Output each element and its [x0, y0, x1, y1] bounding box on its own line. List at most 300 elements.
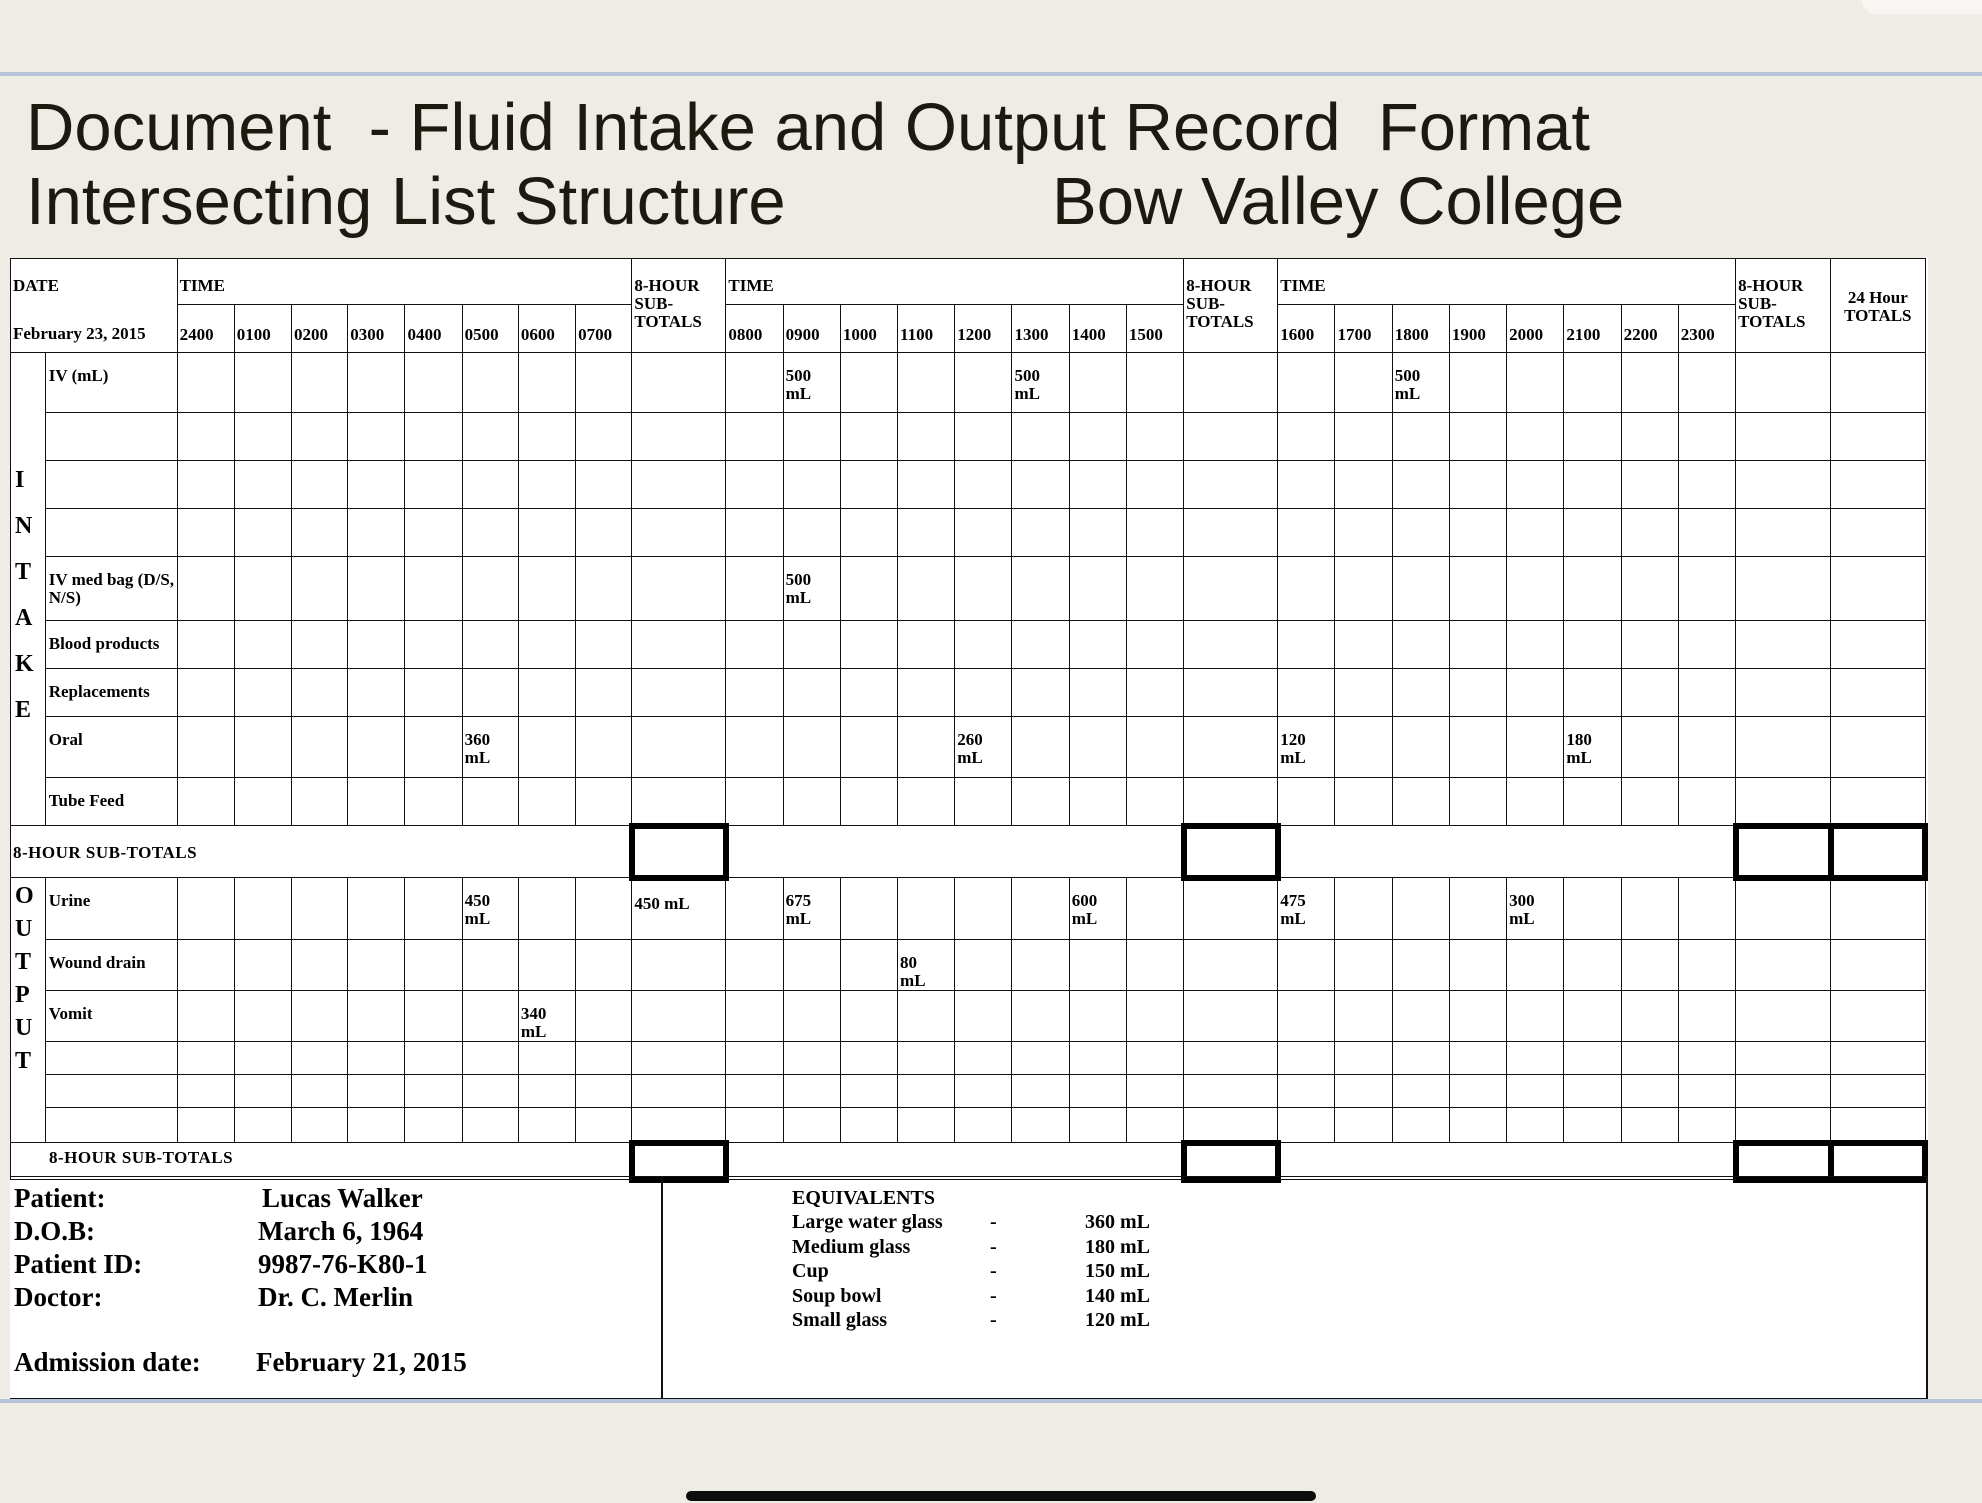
empty-cell[interactable] [1069, 940, 1126, 991]
empty-cell[interactable] [177, 509, 234, 557]
empty-cell[interactable] [1126, 461, 1183, 509]
empty-cell[interactable] [898, 991, 955, 1042]
empty-cell[interactable] [726, 1075, 783, 1108]
empty-cell[interactable] [1678, 991, 1735, 1042]
empty-cell[interactable] [177, 461, 234, 509]
empty-cell[interactable] [1736, 717, 1831, 778]
empty-cell[interactable] [1449, 353, 1506, 413]
empty-cell[interactable] [1012, 1075, 1069, 1108]
empty-cell[interactable] [1831, 717, 1925, 778]
empty-cell[interactable] [1507, 509, 1564, 557]
empty-cell[interactable] [1069, 669, 1126, 717]
empty-cell[interactable] [726, 461, 783, 509]
empty-cell[interactable] [783, 717, 840, 778]
empty-cell[interactable] [405, 717, 462, 778]
empty-cell[interactable] [1012, 509, 1069, 557]
empty-cell[interactable] [1069, 509, 1126, 557]
empty-cell[interactable] [1564, 557, 1621, 621]
empty-cell[interactable] [1012, 413, 1069, 461]
empty-cell[interactable] [177, 878, 234, 940]
empty-cell[interactable] [898, 461, 955, 509]
empty-cell[interactable] [1678, 717, 1735, 778]
empty-cell[interactable] [1507, 991, 1564, 1042]
empty-cell[interactable] [292, 1042, 348, 1075]
empty-cell[interactable] [1126, 1042, 1183, 1075]
empty-cell[interactable] [840, 1108, 897, 1143]
empty-cell[interactable] [462, 991, 518, 1042]
empty-cell[interactable] [1069, 557, 1126, 621]
empty-cell[interactable] [177, 1042, 234, 1075]
empty-cell[interactable] [1126, 991, 1183, 1042]
empty-cell[interactable] [1449, 1042, 1506, 1075]
empty-cell[interactable] [518, 717, 575, 778]
empty-cell[interactable] [518, 461, 575, 509]
empty-cell[interactable] [292, 991, 348, 1042]
empty-cell[interactable] [1507, 461, 1564, 509]
empty-cell[interactable] [1012, 669, 1069, 717]
empty-cell[interactable] [1564, 1075, 1621, 1108]
empty-cell[interactable] [726, 1042, 783, 1075]
empty-cell[interactable] [518, 669, 575, 717]
empty-cell[interactable] [1831, 621, 1925, 669]
empty-cell[interactable] [518, 878, 575, 940]
empty-cell[interactable] [1564, 1042, 1621, 1075]
empty-cell[interactable] [1012, 717, 1069, 778]
empty-cell[interactable] [955, 461, 1012, 509]
empty-cell[interactable] [518, 621, 575, 669]
empty-cell[interactable] [1564, 778, 1621, 826]
empty-cell[interactable] [576, 1075, 632, 1108]
empty-cell[interactable] [726, 557, 783, 621]
empty-cell[interactable] [518, 509, 575, 557]
empty-cell[interactable] [632, 461, 726, 509]
empty-cell[interactable] [955, 1075, 1012, 1108]
empty-cell[interactable] [1184, 1075, 1278, 1108]
empty-cell[interactable] [1184, 717, 1278, 778]
empty-cell[interactable] [1392, 778, 1449, 826]
empty-cell[interactable] [898, 1108, 955, 1143]
empty-cell[interactable] [405, 778, 462, 826]
empty-cell[interactable] [632, 1042, 726, 1075]
empty-cell[interactable] [462, 778, 518, 826]
empty-cell[interactable] [840, 557, 897, 621]
empty-cell[interactable] [1736, 878, 1831, 940]
empty-cell[interactable] [1392, 413, 1449, 461]
empty-cell[interactable] [1831, 940, 1925, 991]
empty-cell[interactable] [1392, 509, 1449, 557]
empty-cell[interactable] [898, 1075, 955, 1108]
empty-cell[interactable] [1278, 1075, 1335, 1108]
empty-cell[interactable] [1831, 878, 1925, 940]
empty-cell[interactable] [1184, 509, 1278, 557]
empty-cell[interactable] [1335, 509, 1392, 557]
empty-cell[interactable] [1507, 669, 1564, 717]
empty-cell[interactable] [348, 461, 405, 509]
empty-cell[interactable] [292, 557, 348, 621]
empty-cell[interactable] [1564, 621, 1621, 669]
empty-cell[interactable] [292, 669, 348, 717]
empty-cell[interactable] [234, 669, 291, 717]
empty-cell[interactable] [1335, 413, 1392, 461]
empty-cell[interactable] [576, 461, 632, 509]
empty-cell[interactable] [632, 621, 726, 669]
empty-cell[interactable] [1831, 1042, 1925, 1075]
value-cell[interactable]: 80 mL [898, 940, 955, 991]
empty-cell[interactable] [1621, 621, 1678, 669]
empty-cell[interactable] [1278, 413, 1335, 461]
empty-cell[interactable] [726, 778, 783, 826]
empty-cell[interactable] [1184, 621, 1278, 669]
empty-cell[interactable] [462, 353, 518, 413]
empty-cell[interactable] [1831, 1108, 1925, 1143]
empty-cell[interactable] [1335, 669, 1392, 717]
empty-cell[interactable] [1126, 778, 1183, 826]
empty-cell[interactable] [234, 940, 291, 991]
empty-cell[interactable] [955, 413, 1012, 461]
empty-cell[interactable] [1621, 778, 1678, 826]
empty-cell[interactable] [518, 1075, 575, 1108]
empty-cell[interactable] [1678, 509, 1735, 557]
empty-cell[interactable] [462, 1042, 518, 1075]
empty-cell[interactable] [632, 413, 726, 461]
empty-cell[interactable] [405, 413, 462, 461]
empty-cell[interactable] [177, 778, 234, 826]
empty-cell[interactable] [292, 940, 348, 991]
empty-cell[interactable] [292, 1075, 348, 1108]
empty-cell[interactable] [1184, 669, 1278, 717]
value-cell[interactable]: 675 mL [783, 878, 840, 940]
empty-cell[interactable] [1736, 461, 1831, 509]
empty-cell[interactable] [1621, 717, 1678, 778]
empty-cell[interactable] [177, 413, 234, 461]
empty-cell[interactable] [576, 1042, 632, 1075]
empty-cell[interactable] [1621, 557, 1678, 621]
empty-cell[interactable] [1621, 461, 1678, 509]
empty-cell[interactable] [955, 1042, 1012, 1075]
empty-cell[interactable] [632, 669, 726, 717]
empty-cell[interactable] [1392, 1075, 1449, 1108]
empty-cell[interactable] [348, 621, 405, 669]
empty-cell[interactable] [1069, 1075, 1126, 1108]
empty-cell[interactable] [1278, 991, 1335, 1042]
empty-cell[interactable] [1507, 778, 1564, 826]
empty-cell[interactable] [348, 778, 405, 826]
empty-cell[interactable] [405, 940, 462, 991]
empty-cell[interactable] [576, 621, 632, 669]
empty-cell[interactable] [955, 1108, 1012, 1143]
empty-cell[interactable] [783, 940, 840, 991]
value-cell[interactable]: 340 mL [518, 991, 575, 1042]
empty-cell[interactable] [1012, 1108, 1069, 1143]
empty-cell[interactable] [1392, 1108, 1449, 1143]
empty-cell[interactable] [292, 778, 348, 826]
empty-cell[interactable] [234, 1075, 291, 1108]
empty-cell[interactable] [726, 717, 783, 778]
empty-cell[interactable] [1392, 991, 1449, 1042]
empty-cell[interactable] [518, 1042, 575, 1075]
empty-cell[interactable] [1736, 1108, 1831, 1143]
empty-cell[interactable] [1564, 413, 1621, 461]
empty-cell[interactable] [1126, 669, 1183, 717]
empty-cell[interactable] [518, 778, 575, 826]
empty-cell[interactable] [726, 621, 783, 669]
empty-cell[interactable] [405, 669, 462, 717]
value-cell[interactable]: 180 mL [1564, 717, 1621, 778]
empty-cell[interactable] [1507, 413, 1564, 461]
empty-cell[interactable] [1012, 778, 1069, 826]
empty-cell[interactable] [518, 940, 575, 991]
empty-cell[interactable] [840, 669, 897, 717]
empty-cell[interactable] [1069, 1042, 1126, 1075]
empty-cell[interactable] [632, 778, 726, 826]
empty-cell[interactable] [726, 353, 783, 413]
empty-cell[interactable] [840, 878, 897, 940]
empty-cell[interactable] [1126, 621, 1183, 669]
empty-cell[interactable] [292, 878, 348, 940]
empty-cell[interactable] [726, 1108, 783, 1143]
empty-cell[interactable] [405, 509, 462, 557]
empty-cell[interactable] [462, 413, 518, 461]
empty-cell[interactable] [1564, 509, 1621, 557]
empty-cell[interactable] [405, 461, 462, 509]
empty-cell[interactable] [955, 991, 1012, 1042]
empty-cell[interactable] [1736, 1075, 1831, 1108]
empty-cell[interactable] [1621, 878, 1678, 940]
empty-cell[interactable] [1736, 621, 1831, 669]
empty-cell[interactable] [632, 557, 726, 621]
intake-subtotal-box[interactable] [1184, 826, 1278, 878]
empty-cell[interactable] [1126, 717, 1183, 778]
empty-cell[interactable] [292, 461, 348, 509]
empty-cell[interactable] [840, 1075, 897, 1108]
empty-cell[interactable] [1678, 778, 1735, 826]
empty-cell[interactable] [177, 717, 234, 778]
empty-cell[interactable] [1678, 1075, 1735, 1108]
empty-cell[interactable] [1831, 509, 1925, 557]
empty-cell[interactable] [726, 878, 783, 940]
empty-cell[interactable] [726, 991, 783, 1042]
empty-cell[interactable] [840, 621, 897, 669]
empty-cell[interactable] [1335, 1075, 1392, 1108]
empty-cell[interactable] [1678, 1108, 1735, 1143]
empty-cell[interactable] [726, 509, 783, 557]
empty-cell[interactable] [1831, 413, 1925, 461]
empty-cell[interactable] [234, 778, 291, 826]
empty-cell[interactable] [840, 509, 897, 557]
empty-cell[interactable] [632, 940, 726, 991]
empty-cell[interactable] [234, 509, 291, 557]
empty-cell[interactable] [1335, 621, 1392, 669]
empty-cell[interactable] [1335, 353, 1392, 413]
empty-cell[interactable] [955, 669, 1012, 717]
output-subtotal-box[interactable] [632, 1143, 726, 1180]
value-cell[interactable]: 450 mL [632, 878, 726, 940]
intake-24h-total-box[interactable] [1831, 826, 1925, 878]
empty-cell[interactable] [1392, 940, 1449, 991]
empty-cell[interactable] [1335, 557, 1392, 621]
empty-cell[interactable] [292, 1108, 348, 1143]
empty-cell[interactable] [1507, 1075, 1564, 1108]
empty-cell[interactable] [955, 940, 1012, 991]
empty-cell[interactable] [1736, 1042, 1831, 1075]
empty-cell[interactable] [462, 621, 518, 669]
empty-cell[interactable] [1392, 461, 1449, 509]
empty-cell[interactable] [783, 1108, 840, 1143]
empty-cell[interactable] [840, 991, 897, 1042]
empty-cell[interactable] [898, 413, 955, 461]
empty-cell[interactable] [1831, 461, 1925, 509]
empty-cell[interactable] [234, 353, 291, 413]
empty-cell[interactable] [1278, 669, 1335, 717]
empty-cell[interactable] [1621, 413, 1678, 461]
empty-cell[interactable] [1069, 413, 1126, 461]
empty-cell[interactable] [1012, 621, 1069, 669]
empty-cell[interactable] [462, 509, 518, 557]
value-cell[interactable]: 500 mL [783, 353, 840, 413]
empty-cell[interactable] [1335, 1108, 1392, 1143]
empty-cell[interactable] [1278, 778, 1335, 826]
value-cell[interactable]: 360 mL [462, 717, 518, 778]
empty-cell[interactable] [840, 353, 897, 413]
empty-cell[interactable] [1184, 991, 1278, 1042]
empty-cell[interactable] [783, 991, 840, 1042]
empty-cell[interactable] [576, 940, 632, 991]
empty-cell[interactable] [234, 621, 291, 669]
empty-cell[interactable] [726, 413, 783, 461]
empty-cell[interactable] [292, 509, 348, 557]
empty-cell[interactable] [1449, 717, 1506, 778]
empty-cell[interactable] [1012, 461, 1069, 509]
empty-cell[interactable] [1678, 669, 1735, 717]
empty-cell[interactable] [1831, 669, 1925, 717]
empty-cell[interactable] [1335, 778, 1392, 826]
empty-cell[interactable] [1564, 353, 1621, 413]
empty-cell[interactable] [292, 353, 348, 413]
empty-cell[interactable] [1126, 878, 1183, 940]
empty-cell[interactable] [234, 717, 291, 778]
empty-cell[interactable] [234, 413, 291, 461]
empty-cell[interactable] [1184, 878, 1278, 940]
empty-cell[interactable] [576, 991, 632, 1042]
empty-cell[interactable] [955, 621, 1012, 669]
empty-cell[interactable] [576, 878, 632, 940]
intake-subtotal-box[interactable] [1736, 826, 1831, 878]
empty-cell[interactable] [1392, 1042, 1449, 1075]
empty-cell[interactable] [292, 621, 348, 669]
empty-cell[interactable] [348, 1042, 405, 1075]
empty-cell[interactable] [955, 509, 1012, 557]
empty-cell[interactable] [405, 353, 462, 413]
value-cell[interactable]: 600 mL [1069, 878, 1126, 940]
empty-cell[interactable] [576, 1108, 632, 1143]
empty-cell[interactable] [348, 878, 405, 940]
empty-cell[interactable] [840, 461, 897, 509]
empty-cell[interactable] [898, 509, 955, 557]
empty-cell[interactable] [1621, 1075, 1678, 1108]
empty-cell[interactable] [1126, 353, 1183, 413]
empty-cell[interactable] [576, 509, 632, 557]
empty-cell[interactable] [1069, 353, 1126, 413]
empty-cell[interactable] [348, 509, 405, 557]
empty-cell[interactable] [1069, 461, 1126, 509]
empty-cell[interactable] [1335, 940, 1392, 991]
empty-cell[interactable] [1449, 621, 1506, 669]
empty-cell[interactable] [177, 669, 234, 717]
empty-cell[interactable] [898, 1042, 955, 1075]
empty-cell[interactable] [518, 557, 575, 621]
empty-cell[interactable] [1184, 778, 1278, 826]
empty-cell[interactable] [462, 940, 518, 991]
empty-cell[interactable] [1126, 509, 1183, 557]
empty-cell[interactable] [1831, 557, 1925, 621]
empty-cell[interactable] [955, 353, 1012, 413]
empty-cell[interactable] [1621, 353, 1678, 413]
empty-cell[interactable] [840, 778, 897, 826]
value-cell[interactable]: 450 mL [462, 878, 518, 940]
empty-cell[interactable] [1449, 669, 1506, 717]
empty-cell[interactable] [405, 621, 462, 669]
empty-cell[interactable] [234, 991, 291, 1042]
empty-cell[interactable] [1184, 557, 1278, 621]
empty-cell[interactable] [632, 717, 726, 778]
empty-cell[interactable] [1278, 1108, 1335, 1143]
empty-cell[interactable] [1449, 878, 1506, 940]
empty-cell[interactable] [1621, 940, 1678, 991]
empty-cell[interactable] [405, 991, 462, 1042]
empty-cell[interactable] [1831, 1075, 1925, 1108]
empty-cell[interactable] [1278, 1042, 1335, 1075]
empty-cell[interactable] [348, 1108, 405, 1143]
empty-cell[interactable] [1392, 717, 1449, 778]
empty-cell[interactable] [1069, 621, 1126, 669]
empty-cell[interactable] [1126, 1108, 1183, 1143]
empty-cell[interactable] [632, 509, 726, 557]
empty-cell[interactable] [405, 557, 462, 621]
empty-cell[interactable] [840, 1042, 897, 1075]
empty-cell[interactable] [1126, 1075, 1183, 1108]
empty-cell[interactable] [405, 878, 462, 940]
empty-cell[interactable] [1736, 509, 1831, 557]
empty-cell[interactable] [1564, 991, 1621, 1042]
empty-cell[interactable] [1736, 778, 1831, 826]
empty-cell[interactable] [1335, 1042, 1392, 1075]
empty-cell[interactable] [1126, 413, 1183, 461]
empty-cell[interactable] [840, 717, 897, 778]
empty-cell[interactable] [783, 778, 840, 826]
empty-cell[interactable] [1012, 878, 1069, 940]
empty-cell[interactable] [726, 669, 783, 717]
empty-cell[interactable] [1335, 717, 1392, 778]
empty-cell[interactable] [576, 669, 632, 717]
empty-cell[interactable] [1507, 557, 1564, 621]
empty-cell[interactable] [1564, 878, 1621, 940]
empty-cell[interactable] [348, 413, 405, 461]
empty-cell[interactable] [1012, 991, 1069, 1042]
empty-cell[interactable] [1278, 557, 1335, 621]
empty-cell[interactable] [783, 1075, 840, 1108]
empty-cell[interactable] [576, 353, 632, 413]
empty-cell[interactable] [1335, 461, 1392, 509]
empty-cell[interactable] [518, 413, 575, 461]
empty-cell[interactable] [898, 778, 955, 826]
empty-cell[interactable] [1184, 1042, 1278, 1075]
empty-cell[interactable] [632, 1075, 726, 1108]
empty-cell[interactable] [898, 353, 955, 413]
empty-cell[interactable] [783, 413, 840, 461]
empty-cell[interactable] [177, 1075, 234, 1108]
empty-cell[interactable] [1831, 353, 1925, 413]
empty-cell[interactable] [1335, 878, 1392, 940]
